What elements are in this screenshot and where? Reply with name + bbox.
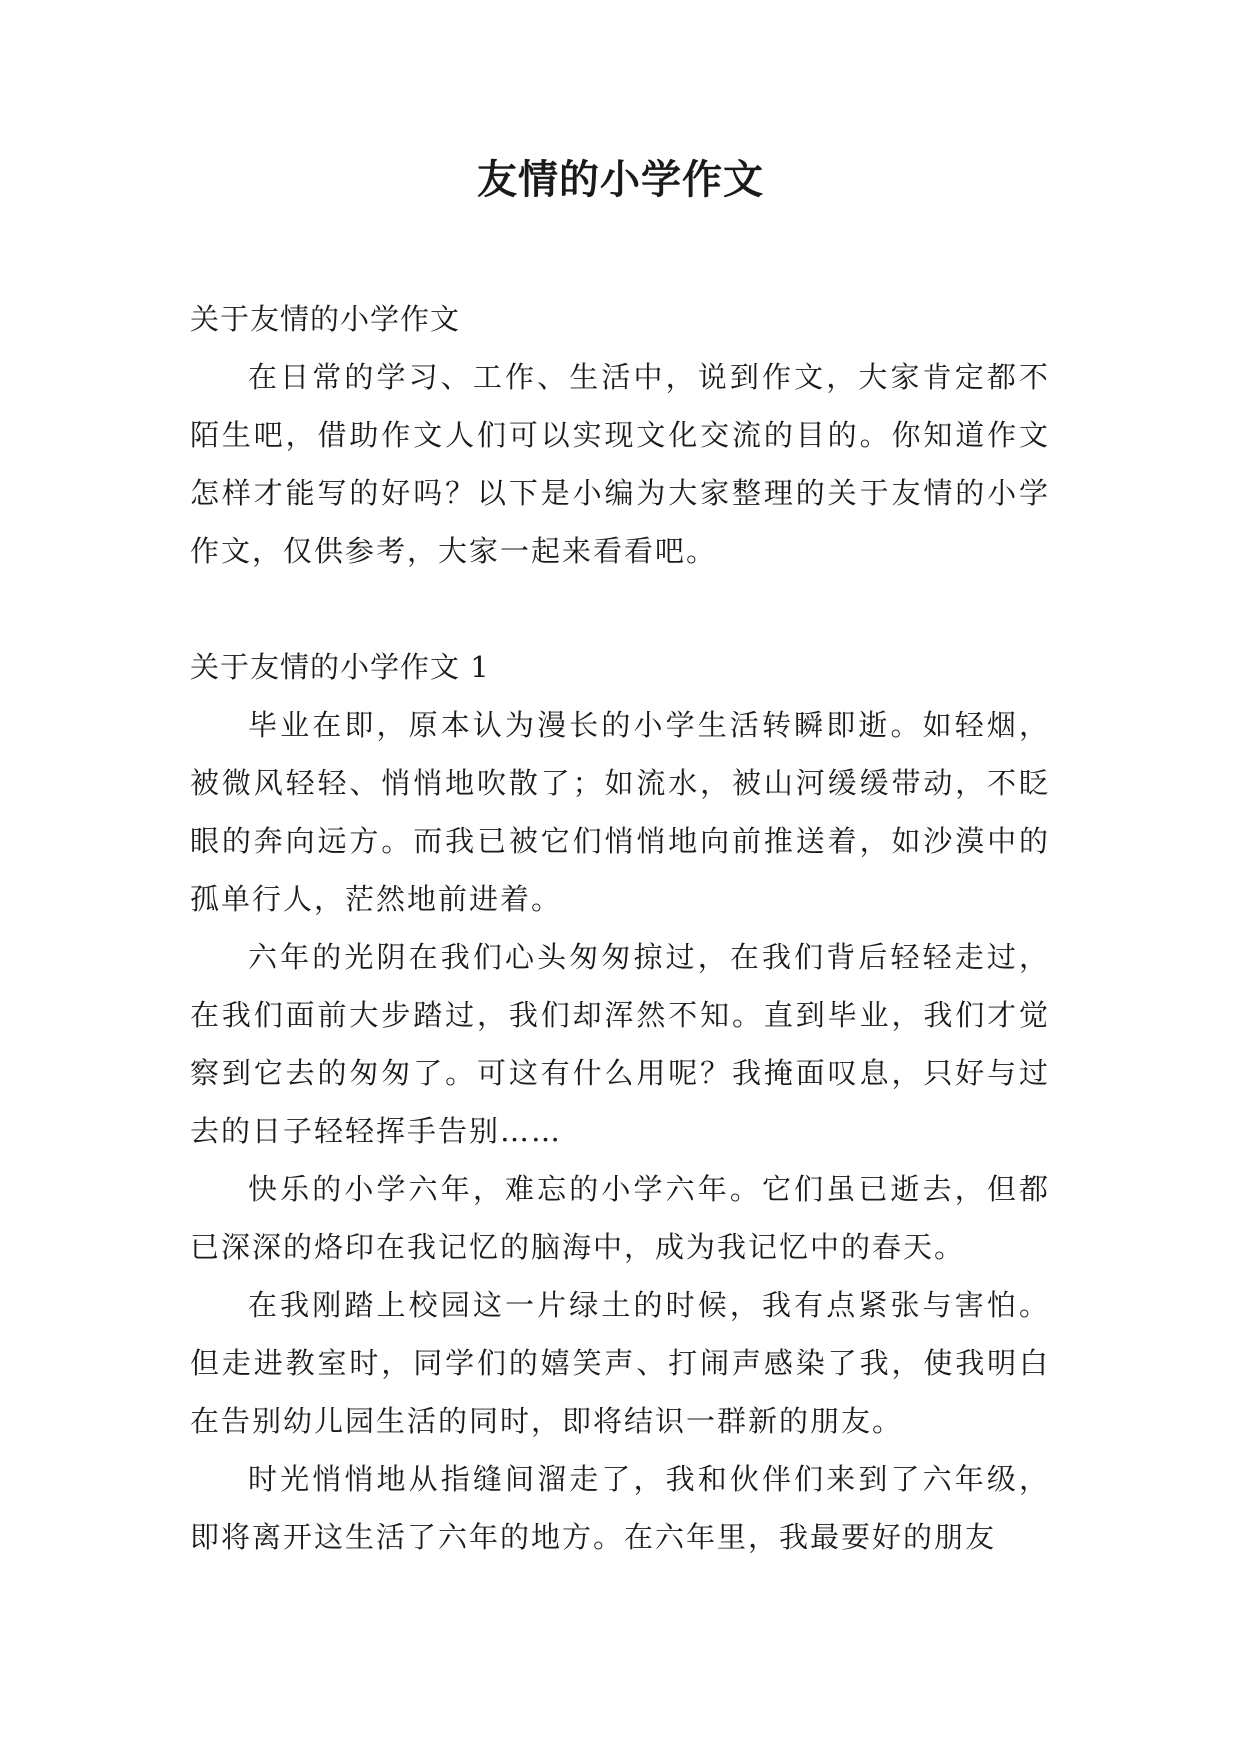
intro-heading: 关于友情的小学作文 — [190, 302, 461, 336]
document-body — [190, 290, 1050, 1566]
page-title: 友情的小学作文 — [477, 157, 764, 203]
essay-1-heading: 关于友情的小学作文 1 — [190, 650, 490, 684]
essay-1-paragraph: 毕业在即，原本认为漫长的小学生活转瞬即逝。如轻烟，被微风轻轻、悄悄地吹散了；如流水，被山河缓缓带动，不眨眼的奔向远方。而我已被它们悄悄地向前推送着，如沙漠中的孤单行人，茫然地前进着。 — [190, 708, 1050, 916]
essay-1-paragraph: 在我刚踏上校园这一片绿土的时候，我有点紧张与害怕。但走进教室时，同学们的嬉笑声、打闹声感染了我，使我明白在告别幼儿园生活的同时，即将结识一群新的朋友。 — [190, 1288, 1050, 1438]
essay-1-paragraph: 六年的光阴在我们心头匆匆掠过，在我们背后轻轻走过，在我们面前大步踏过，我们却浑然不知。直到毕业，我们才觉察到它去的匆匆了。可这有什么用呢？我掩面叹息，只好与过去的日子轻轻挥手告别…… — [190, 940, 1050, 1148]
intro-paragraph: 在日常的学习、工作、生活中，说到作文，大家肯定都不陌生吧，借助作文人们可以实现文化交流的目的。你知道作文怎样才能写的好吗？以下是小编为大家整理的关于友情的小学作文，仅供参考，大家一起来看看吧。 — [190, 360, 1050, 568]
essay-1-paragraph: 快乐的小学六年，难忘的小学六年。它们虽已逝去，但都已深深的烙印在我记忆的脑海中，成为我记忆中的春天。 — [190, 1172, 1050, 1264]
section-spacer — [190, 580, 1050, 638]
essay-1-paragraph: 时光悄悄地从指缝间溜走了，我和伙伴们来到了六年级，即将离开这生活了六年的地方。在六年里，我最要好的朋友 — [190, 1462, 1050, 1554]
